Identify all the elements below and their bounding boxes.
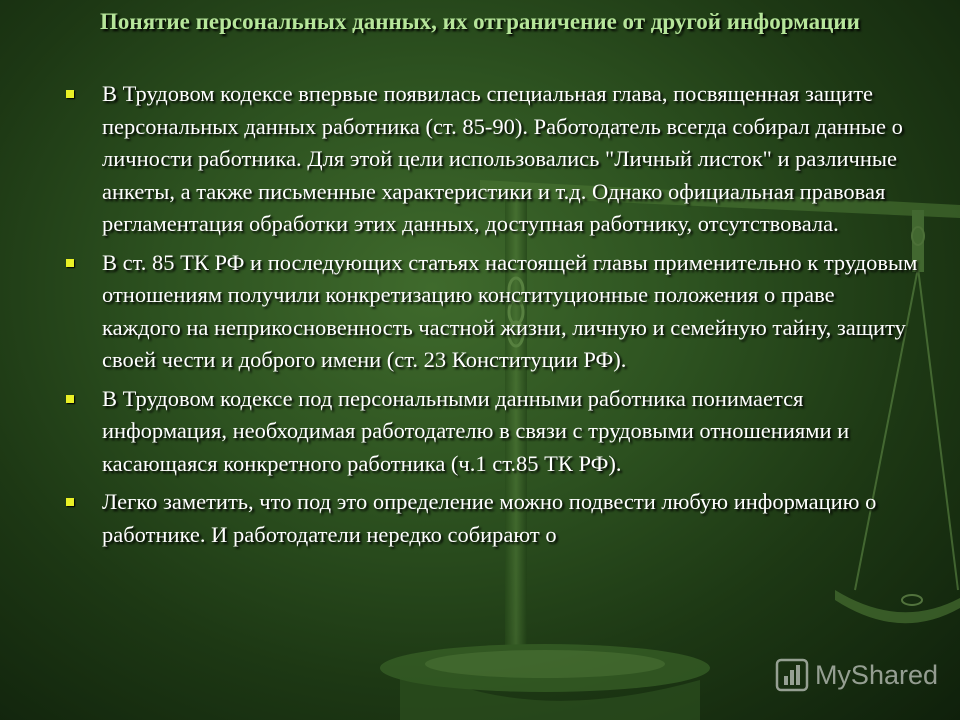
watermark-text: MyShared [814,659,938,690]
bullet-item [62,247,918,377]
slide-title: Понятие персональных данных, их отграничение от другой информации [100,9,860,34]
myshared-logo-icon [775,658,809,692]
bullet-list [62,78,918,557]
bullet-item [62,486,918,551]
square-bullet-icon [66,395,74,403]
bullet-text: Легко заметить, что под это определение можно подвести любую информацию о работнике. И работодатели нередко собирают о [102,489,877,547]
square-bullet-icon [66,90,74,98]
square-bullet-icon [66,259,74,267]
bullet-text: В ст. 85 ТК РФ и последующих статьях настоящей главы применительно к трудовым отношениям получили конкретизацию конституционные положения о праве каждого на неприкосновенность частной жизни, личную и семейную тайну, защиту своей чести и доброго имени (ст. 23 Конституции РФ). [102,249,918,372]
square-bullet-icon [66,498,74,506]
myshared-watermark[interactable] [775,658,938,692]
bullet-text: В Трудовом кодексе впервые появилась специальная глава, посвященная защите персональных данных работника (ст. 85-90). Работодатель всегда собирал данные о личности работника. Для этой цели использовались "Личный листок" и различные анкеты, а также письменные характеристики и т.д. Однако официальная правовая регламентация обработки этих данных, доступная работнику, отсутствовала. [102,81,903,236]
bullet-item [62,78,918,241]
bullet-item [62,383,918,481]
bullet-text: В Трудовом кодексе под персональными данными работника понимается информация, необходимая работодателю в связи с трудовыми отношениями и касающаяся конкретного работника (ч.1 ст.85 ТК РФ). [102,385,850,476]
